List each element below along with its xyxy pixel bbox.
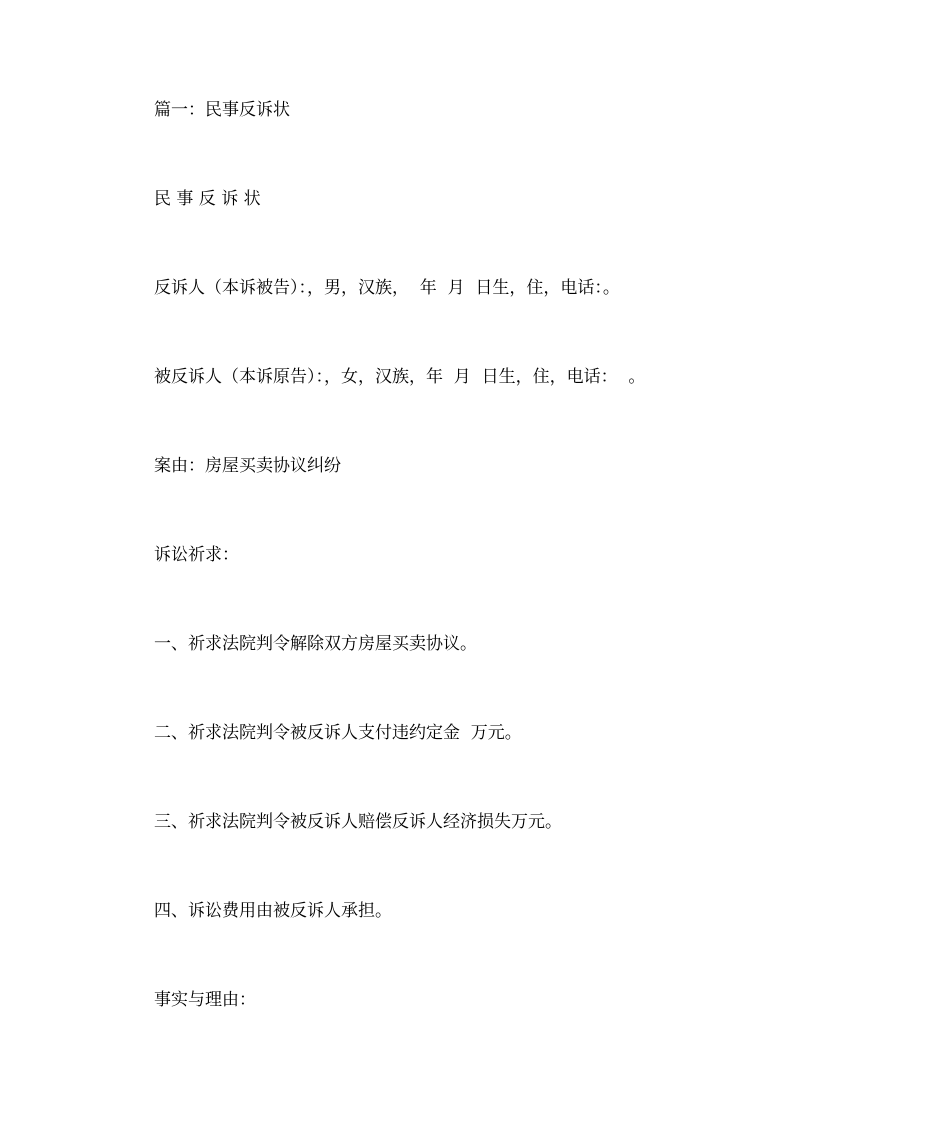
claim-item-2: 二、祈求法院判令被反诉人支付违约定金 万元。	[154, 723, 522, 743]
facts-label: 事实与理由：	[154, 990, 256, 1010]
counter-defendant-info: 被反诉人（本诉原告）：，女，汉族，年 月 日生，住，电话： 。	[154, 367, 646, 387]
claim-item-4: 四、诉讼费用由被反诉人承担。	[154, 901, 392, 921]
cause-of-action: 案由：房屋买卖协议纠纷	[154, 456, 341, 476]
claim-item-3: 三、祈求法院判令被反诉人赔偿反诉人经济损失万元。	[154, 812, 562, 832]
claim-item-1: 一、祈求法院判令解除双方房屋买卖协议。	[154, 634, 477, 654]
counterclaimant-info: 反诉人（本诉被告）：，男，汉族， 年 月 日生，住，电话：。	[154, 278, 620, 298]
document-title: 民 事 反 诉 状	[154, 189, 261, 209]
claims-label: 诉讼祈求：	[154, 545, 239, 565]
document-heading: 篇一：民事反诉状	[154, 100, 290, 120]
